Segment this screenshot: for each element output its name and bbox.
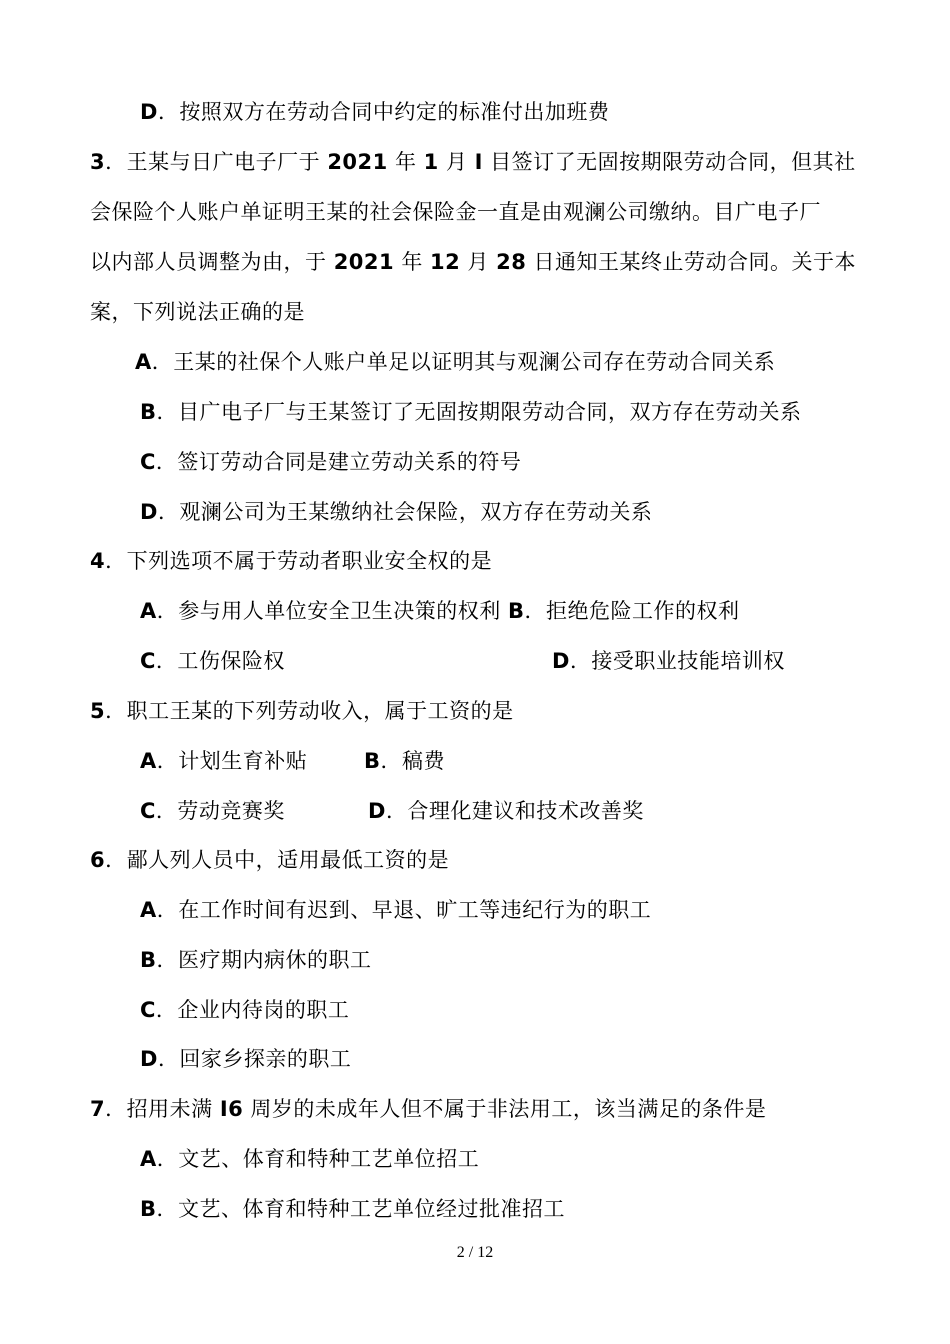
question-4: [90, 546, 492, 576]
question-text: ．鄙人列人员中，适用最低工资的是: [105, 848, 450, 872]
option-label: B: [140, 1197, 157, 1221]
q5-option-b: [364, 746, 445, 776]
question-text: 年: [394, 250, 430, 274]
option-label: D: [140, 100, 158, 124]
question-5: [90, 696, 514, 726]
option-label: B: [507, 599, 525, 623]
option-label: D: [552, 649, 570, 673]
q5-option-d: [368, 796, 644, 826]
option-text: ．文艺、体育和特种工艺单位招工: [156, 1147, 480, 1171]
question-text: 周岁的未成年人但不属于非法用工，该当满足的条件是: [243, 1097, 767, 1121]
option-text: ．文艺、体育和特种工艺单位经过批准招工: [156, 1197, 566, 1221]
q4-option-c: [140, 646, 285, 676]
question-7: [90, 1094, 766, 1124]
question-text: ．职工王某的下列劳动收入，属于工资的是: [105, 699, 514, 723]
option-label: D: [368, 799, 386, 823]
option-label: D: [140, 1047, 158, 1071]
option-label: A: [140, 1147, 157, 1171]
question-text: 日通知王某终止劳动合同。关于本: [526, 250, 857, 274]
question-6: [90, 845, 449, 875]
option-text: ．目广电子厂与王某签订了无固按期限劳动合同，双方存在劳动关系: [156, 400, 802, 424]
page-number: 2 / 12: [456, 1244, 494, 1261]
option-text: ．稿费: [380, 749, 446, 773]
q7-option-a: [140, 1144, 479, 1174]
question-text: 月: [460, 250, 497, 274]
option-text: ．企业内待岗的职工: [155, 998, 350, 1022]
year: 2021: [327, 150, 388, 174]
question-3-line-4: 案，下列说法正确的是: [90, 300, 305, 324]
option-label: A: [140, 599, 157, 623]
option-text: ．计划生育补贴: [156, 749, 308, 773]
option-text: ．劳动竞赛奖: [155, 799, 285, 823]
question-text: 以内部人员调整为由，于: [90, 250, 334, 274]
q6-option-d: [140, 1044, 351, 1074]
option-text: ．按照双方在劳动合同中约定的标准付出加班费: [157, 100, 610, 124]
question-3-line-3: [90, 247, 856, 277]
option-text: ．王某的社保个人账户单足以证明其与观澜公司存在劳动合同关系: [151, 350, 776, 374]
q5-option-a: [140, 746, 307, 776]
option-label: A: [140, 898, 157, 922]
q3-option-a: [135, 347, 775, 377]
question-number: 5: [90, 699, 106, 723]
q3-option-d: [140, 497, 652, 527]
year: 2021: [333, 250, 395, 274]
option-label: A: [135, 350, 152, 374]
option-label: B: [140, 948, 157, 972]
q7-option-b: [140, 1194, 565, 1224]
question-3-line-2: 会保险个人账户单证明王某的社会保险金一直是由观澜公司缴纳。目广电子厂: [90, 200, 821, 224]
option-text: ．医疗期内病休的职工: [156, 948, 372, 972]
option-label: C: [140, 450, 156, 474]
question-number: 3: [90, 150, 106, 174]
q3-option-c: [140, 447, 521, 477]
age: I6: [219, 1097, 244, 1121]
option-text: ．合理化建议和技术改善奖: [385, 799, 644, 823]
option-text: ．观澜公司为王某缴纳社会保险，双方存在劳动关系: [157, 500, 653, 524]
q4-options-ab: [140, 596, 739, 626]
question-text: 目签订了无固按期限劳动合同，但其社: [482, 150, 856, 174]
option-label: C: [140, 649, 156, 673]
option-label: D: [140, 500, 158, 524]
option-text: ．工伤保险权: [155, 649, 285, 673]
option-label: A: [140, 749, 157, 773]
option-text: ．在工作时间有迟到、早退、旷工等违纪行为的职工: [156, 898, 652, 922]
q5-option-c: [140, 796, 285, 826]
q3-option-b: [140, 397, 802, 427]
option-label: C: [140, 799, 156, 823]
option-text: ．拒绝危险工作的权利: [524, 599, 740, 623]
question-text: 年: [387, 150, 424, 174]
question-text: ．王某与日广电子厂于: [105, 150, 328, 174]
question-number: 6: [90, 848, 106, 872]
q2-option-d: [140, 97, 609, 127]
question-number: 7: [90, 1097, 106, 1121]
option-label: B: [364, 749, 381, 773]
option-label: B: [140, 400, 157, 424]
q6-option-c: [140, 995, 349, 1025]
option-text: ．参与用人单位安全卫生决策的权利: [156, 599, 508, 623]
day: I: [474, 150, 483, 174]
question-3-line-1: [90, 147, 856, 177]
option-label: C: [140, 998, 156, 1022]
option-text: ．回家乡探亲的职工: [157, 1047, 352, 1071]
month: 12: [430, 250, 461, 274]
month: 1: [423, 150, 439, 174]
question-text: ．下列选项不属于劳动者职业安全权的是: [105, 549, 493, 573]
question-text: ．招用未满: [105, 1097, 220, 1121]
q6-option-b: [140, 945, 372, 975]
question-text: 月: [438, 150, 475, 174]
q4-option-d: [552, 646, 785, 676]
question-number: 4: [90, 549, 106, 573]
option-text: ．签订劳动合同是建立劳动关系的符号: [155, 450, 522, 474]
option-text: ．接受职业技能培训权: [569, 649, 785, 673]
q6-option-a: [140, 895, 651, 925]
day: 28: [496, 250, 527, 274]
